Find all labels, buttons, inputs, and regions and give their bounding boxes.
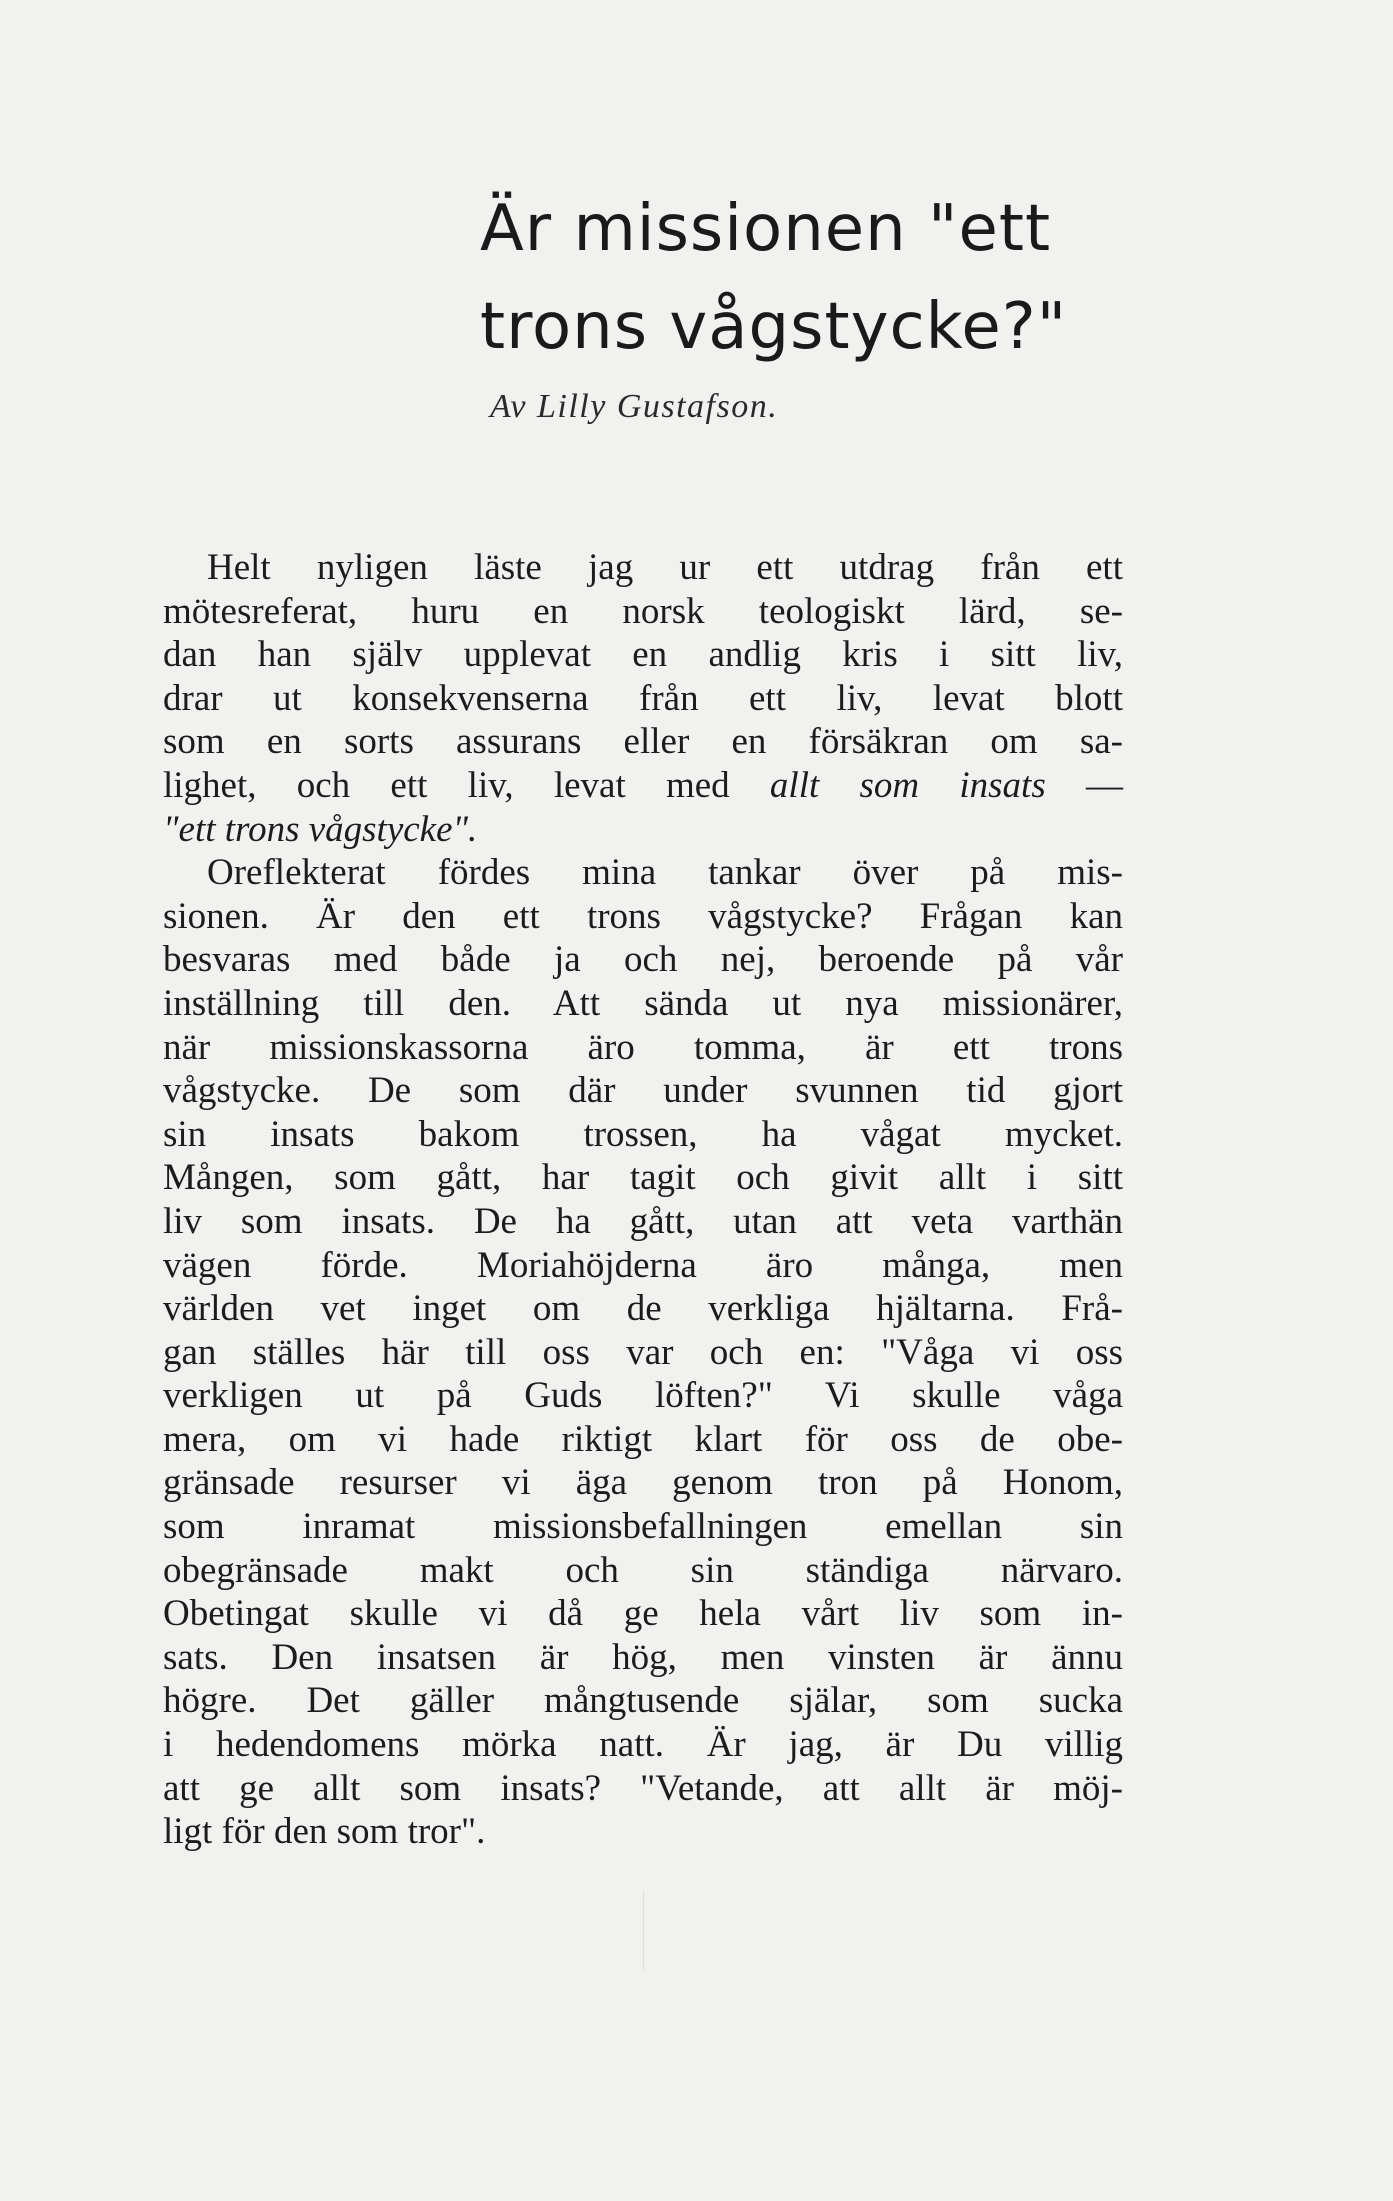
body-line: Mången, som gått, har tagit och givit allt i sitt bbox=[163, 1157, 1123, 1199]
body-line: obegränsade makt och sin ständiga närvaro. bbox=[163, 1549, 1123, 1591]
body-line: Helt nyligen läste jag ur ett utdrag från ett bbox=[207, 547, 1123, 588]
body-line: dan han själv upplevat en andlig kris i sitt liv, bbox=[163, 634, 1123, 676]
title-line: trons vågstycke?" bbox=[480, 290, 1068, 364]
body-line: världen vet inget om de verkliga hjältarna. Frå- bbox=[163, 1288, 1123, 1330]
body-line: sionen. Är den ett trons vågstycke? Frågan kan bbox=[163, 895, 1123, 937]
body-line: gan ställes här till oss var och en: "Våga vi oss bbox=[163, 1331, 1123, 1373]
body-line: besvaras med både ja och nej, beroende på vår bbox=[163, 939, 1123, 981]
body-line: mera, om vi hade riktigt klart för oss de obe- bbox=[163, 1418, 1123, 1460]
body-line: när missionskassorna äro tomma, är ett trons bbox=[163, 1026, 1123, 1068]
body-line: "ett trons vågstycke". bbox=[163, 808, 478, 850]
author-byline: Av Lilly Gustafson. bbox=[490, 388, 779, 425]
body-line: sin insats bakom trossen, ha vågat mycket. bbox=[163, 1113, 1123, 1155]
body-line: liv som insats. De ha gått, utan att veta varthän bbox=[163, 1200, 1123, 1242]
emphasis-text: allt som insats bbox=[769, 764, 1046, 806]
body-line: ligt för den som tror". bbox=[163, 1811, 486, 1853]
article-body bbox=[163, 546, 1123, 1854]
title-line: Är missionen "ett bbox=[480, 192, 1052, 266]
page-fold-mark bbox=[643, 1890, 644, 1970]
body-line: vågstycke. De som där under svunnen tid gjort bbox=[163, 1070, 1123, 1112]
body-line: mötesreferat, huru en norsk teologiskt lärd, se- bbox=[163, 590, 1123, 632]
body-line: drar ut konsekvenserna från ett liv, levat blott bbox=[163, 677, 1123, 719]
body-line: Oreflekterat fördes mina tankar över på mis- bbox=[207, 852, 1123, 894]
body-line: högre. Det gäller mångtusende själar, som sucka bbox=[163, 1680, 1123, 1722]
body-line: att ge allt som insats? "Vetande, att allt är möj- bbox=[163, 1767, 1123, 1809]
body-line: verkligen ut på Guds löften?" Vi skulle våga bbox=[163, 1375, 1123, 1417]
body-line: inställning till den. Att sända ut nya missionärer, bbox=[163, 982, 1123, 1024]
body-line: som inramat missionsbefallningen emellan sin bbox=[163, 1506, 1123, 1548]
body-line: i hedendomens mörka natt. Är jag, är Du villig bbox=[163, 1724, 1123, 1766]
body-line: sats. Den insatsen är hög, men vinsten är ännu bbox=[163, 1636, 1123, 1678]
body-line: Obetingat skulle vi då ge hela vårt liv som in- bbox=[163, 1593, 1123, 1635]
body-line: som en sorts assurans eller en försäkran om sa- bbox=[163, 721, 1123, 763]
body-line: vägen förde. Moriahöjderna äro många, men bbox=[163, 1244, 1123, 1286]
body-line: gränsade resurser vi äga genom tron på Honom, bbox=[163, 1462, 1123, 1504]
article-title bbox=[480, 180, 1200, 376]
body-line: lighet, och ett liv, levat med allt som insats — bbox=[163, 764, 1123, 806]
